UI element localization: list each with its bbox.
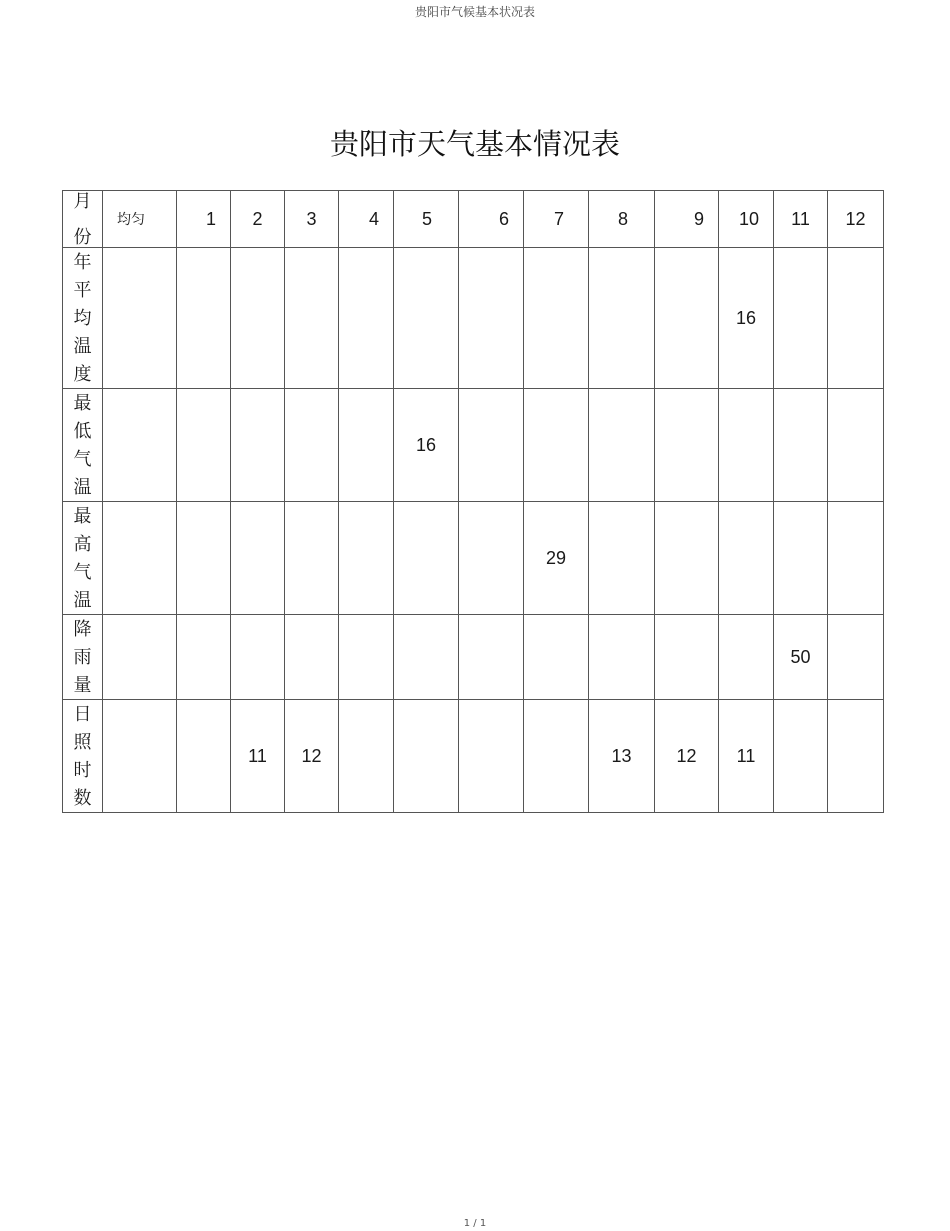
- table-cell: [103, 615, 177, 700]
- table-row: [63, 615, 884, 700]
- table-cell: [524, 615, 589, 700]
- table-cell: [339, 615, 394, 700]
- month-header: 4: [339, 191, 394, 248]
- table-cell: [285, 615, 339, 700]
- table-cell: [177, 615, 231, 700]
- table-cell: [655, 615, 719, 700]
- table-cell: [285, 389, 339, 502]
- page-header: 贵阳市气候基本状况表: [414, 5, 535, 19]
- table-cell: [828, 389, 884, 502]
- table-cell: [655, 389, 719, 502]
- month-header: 6: [459, 191, 524, 248]
- table-cell: [231, 502, 285, 615]
- table-cell: [828, 248, 884, 389]
- table-cell: [339, 389, 394, 502]
- table-cell: [589, 502, 655, 615]
- table-cell: [589, 615, 655, 700]
- row-label: 最 高 气 温: [63, 502, 103, 615]
- table-cell: [655, 502, 719, 615]
- month-header: 8: [589, 191, 655, 248]
- table-cell: [285, 248, 339, 389]
- table-row: [63, 502, 884, 615]
- table-cell: 11: [719, 700, 774, 813]
- month-header: 1: [177, 191, 231, 248]
- table-cell: [394, 248, 459, 389]
- table-cell: [231, 615, 285, 700]
- table-cell: [339, 700, 394, 813]
- page-number: 1 / 1: [463, 1218, 487, 1229]
- month-header: 10: [719, 191, 774, 248]
- table-cell: [394, 502, 459, 615]
- table-cell: 50: [774, 615, 828, 700]
- month-header: 7: [524, 191, 589, 248]
- row-label: 年 平 均 温 度: [63, 248, 103, 389]
- month-header: 5: [394, 191, 459, 248]
- table-cell: [177, 700, 231, 813]
- table-cell: [459, 502, 524, 615]
- row-label: 降 雨 量: [63, 615, 103, 700]
- month-header: 2: [231, 191, 285, 248]
- table-cell: [339, 248, 394, 389]
- table-cell: 12: [655, 700, 719, 813]
- table-cell: [828, 502, 884, 615]
- table-cell: 29: [524, 502, 589, 615]
- table-cell: [231, 389, 285, 502]
- month-header: 3: [285, 191, 339, 248]
- table-cell: [177, 502, 231, 615]
- table-cell: 11: [231, 700, 285, 813]
- table-row: [63, 700, 884, 813]
- table-cell: [394, 615, 459, 700]
- table-cell: [459, 389, 524, 502]
- table-cell: [103, 700, 177, 813]
- table-cell: [774, 389, 828, 502]
- month-header-row: [63, 191, 884, 248]
- table-cell: 13: [589, 700, 655, 813]
- table-cell: [774, 502, 828, 615]
- climate-table: [62, 190, 884, 813]
- table-cell: [103, 248, 177, 389]
- table-cell: [774, 248, 828, 389]
- average-header: 均匀: [103, 191, 177, 248]
- table-cell: 12: [285, 700, 339, 813]
- document-title: 贵阳市天气基本情况表: [329, 127, 620, 161]
- corner-header: [63, 191, 103, 248]
- table-row: [63, 389, 884, 502]
- table-cell: [524, 389, 589, 502]
- table-cell: [589, 248, 655, 389]
- table-cell: [719, 389, 774, 502]
- table-cell: [339, 502, 394, 615]
- table-cell: [828, 700, 884, 813]
- table-cell: [103, 502, 177, 615]
- table-cell: [394, 700, 459, 813]
- table-cell: [459, 700, 524, 813]
- table-cell: [231, 248, 285, 389]
- row-label: 日 照 时 数: [63, 700, 103, 813]
- table-cell: 16: [719, 248, 774, 389]
- table-cell: [774, 700, 828, 813]
- table-cell: [459, 248, 524, 389]
- table-cell: [589, 389, 655, 502]
- table-cell: [103, 389, 177, 502]
- table-cell: [285, 502, 339, 615]
- month-header: 9: [655, 191, 719, 248]
- table-cell: 16: [394, 389, 459, 502]
- table-cell: [655, 248, 719, 389]
- month-header: 11: [774, 191, 828, 248]
- table-row: [63, 248, 884, 389]
- table-cell: [524, 248, 589, 389]
- table-cell: [524, 700, 589, 813]
- table-cell: [828, 615, 884, 700]
- month-header: 12: [828, 191, 884, 248]
- table-cell: [459, 615, 524, 700]
- table-cell: [177, 248, 231, 389]
- table-cell: [719, 502, 774, 615]
- table-cell: [719, 615, 774, 700]
- table-cell: [177, 389, 231, 502]
- row-label: 最 低 气 温: [63, 389, 103, 502]
- corner-label: 月 份: [73, 191, 92, 247]
